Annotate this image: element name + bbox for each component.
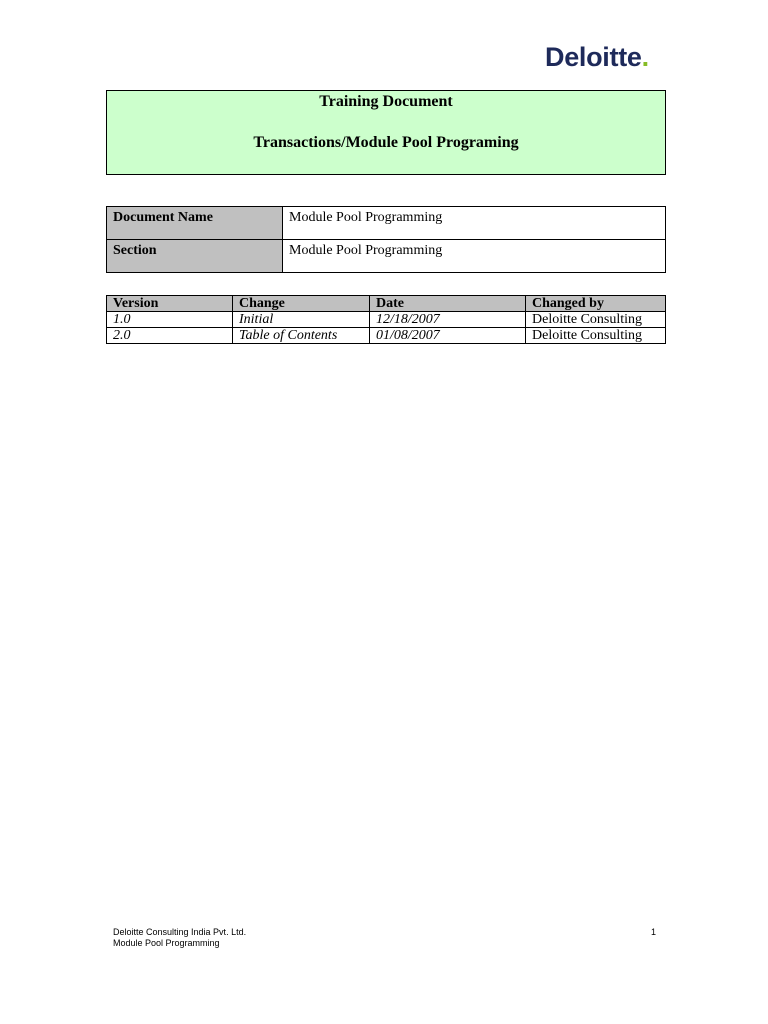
footer-document-name: Module Pool Programming (113, 938, 220, 948)
change-cell: Initial (233, 312, 370, 328)
document-info-table (106, 206, 666, 273)
column-header-changed-by: Changed by (526, 296, 666, 312)
info-label: Section (107, 240, 283, 273)
date-cell: 01/08/2007 (370, 328, 526, 344)
date-cell: 12/18/2007 (370, 312, 526, 328)
version-cell: 1.0 (107, 312, 233, 328)
changed-by-cell: Deloitte Consulting (526, 312, 666, 328)
column-header-change: Change (233, 296, 370, 312)
table-row (107, 312, 666, 328)
page-number: 1 (650, 927, 656, 937)
footer-company: Deloitte Consulting India Pvt. Ltd. (113, 927, 247, 937)
info-label: Document Name (107, 207, 283, 240)
info-value: Module Pool Programming (283, 207, 666, 240)
document-type-title: Training Document (319, 93, 453, 110)
column-header-date: Date (370, 296, 526, 312)
title-box (106, 90, 666, 175)
logo-dot: . (641, 42, 649, 72)
column-header-version: Version (107, 296, 233, 312)
version-header-row (107, 296, 666, 312)
changed-by-cell: Deloitte Consulting (526, 328, 666, 344)
change-cell: Table of Contents (233, 328, 370, 344)
info-value: Module Pool Programming (283, 240, 666, 273)
version-history-table (106, 295, 666, 344)
deloitte-logo (545, 44, 649, 71)
version-cell: 2.0 (107, 328, 233, 344)
table-row (107, 328, 666, 344)
document-subject-title: Transactions/Module Pool Programing (253, 134, 519, 151)
info-row (107, 207, 666, 240)
logo-text: Deloitte (545, 42, 642, 72)
info-row (107, 240, 666, 273)
page-footer (113, 927, 656, 949)
